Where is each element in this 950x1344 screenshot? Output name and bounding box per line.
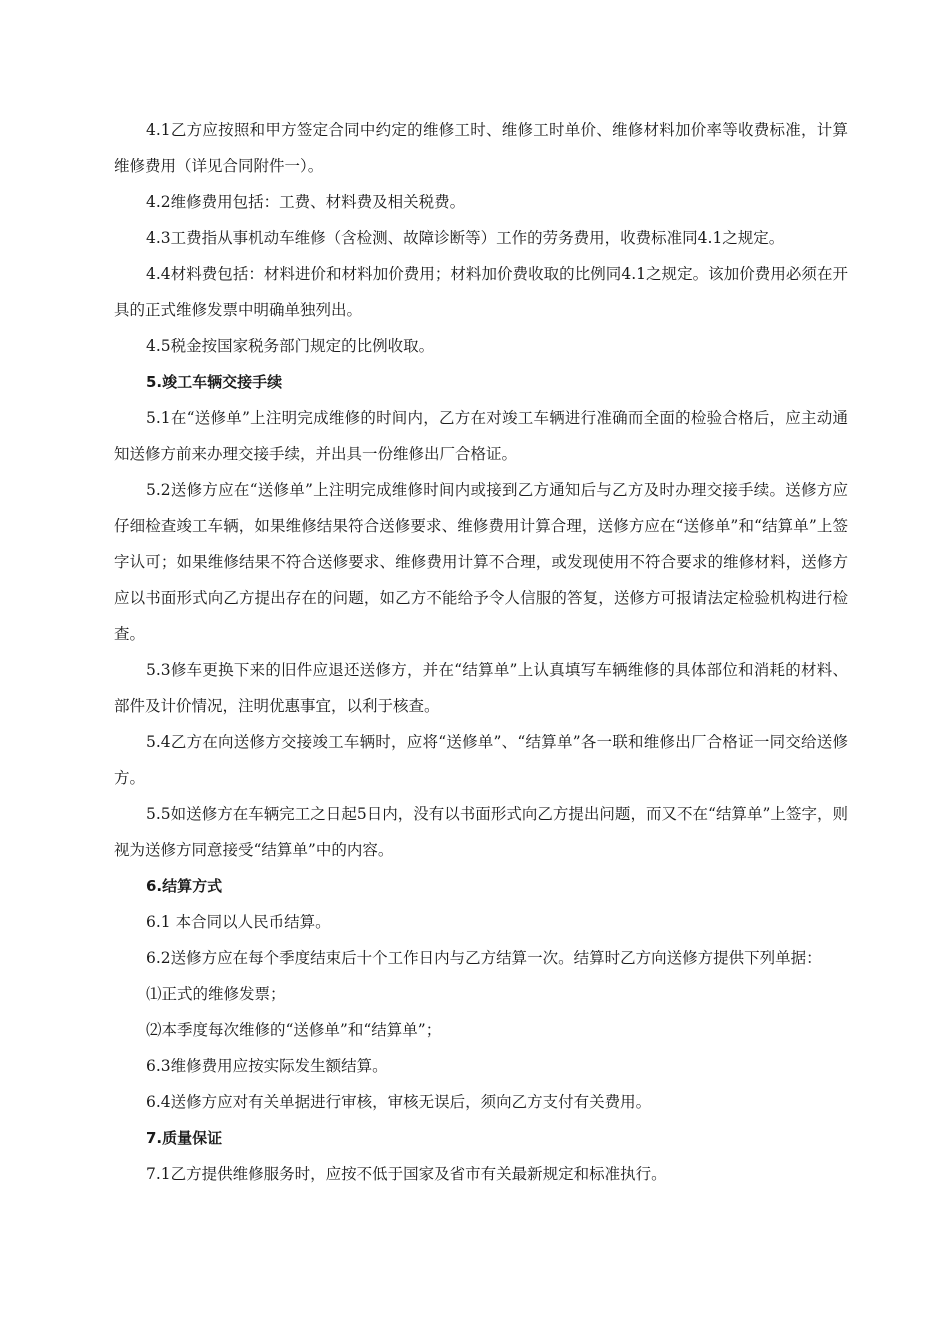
clause-5-3: 5.3修车更换下来的旧件应退还送修方，并在“结算单”上认真填写车辆维修的具体部位和消耗的材料、部件及计价情况，注明优惠事宜，以利于核查。 [114,661,848,715]
section-heading-7: 7.质量保证 [146,1129,223,1147]
clause-7-1: 7.1乙方提供维修服务时，应按不低于国家及省市有关最新规定和标准执行。 [146,1165,667,1183]
section-heading-5: 5.竣工车辆交接手续 [146,373,283,391]
clause-6-1: 6.1 本合同以人民币结算。 [146,913,331,931]
clause-5-2: 5.2送修方应在“送修单”上注明完成维修时间内或接到乙方通知后与乙方及时办理交接手续。送修方应仔细检查竣工车辆，如果维修结果符合送修要求、维修费用计算合理，送修方应在“送修单”和“结算单”上签字认可；如果维修结果不符合送修要求、维修费用计算不合理，或发现使用不符合要求的维修材料，送修方应以书面形式向乙方提出存在的问题，如乙方不能给予令人信服的答复，送修方可报请法定检验机构进行检查。 [114,481,848,643]
clause-4-3: 4.3工费指从事机动车维修（含检测、故障诊断等）工作的劳务费用，收费标准同4.1之规定。 [146,229,785,247]
clause-5-1: 5.1在“送修单”上注明完成维修的时间内，乙方在对竣工车辆进行准确而全面的检验合格后，应主动通知送修方前来办理交接手续，并出具一份维修出厂合格证。 [114,409,848,463]
clause-6-4: 6.4送修方应对有关单据进行审核，审核无误后，须向乙方支付有关费用。 [146,1093,652,1111]
clause-6-3: 6.3维修费用应按实际发生额结算。 [146,1057,388,1075]
clause-4-5: 4.5税金按国家税务部门规定的比例收取。 [146,337,435,355]
list-item-1: ⑴正式的维修发票； [146,985,286,1003]
clause-4-1: 4.1乙方应按照和甲方签定合同中约定的维修工时、维修工时单价、维修材料加价率等收费标准，计算维修费用（详见合同附件一）。 [114,121,848,175]
section-heading-6: 6.结算方式 [146,877,223,895]
clause-5-4: 5.4乙方在向送修方交接竣工车辆时，应将“送修单”、“结算单”各一联和维修出厂合格证一同交给送修方。 [114,733,848,787]
list-item-2: ⑵本季度每次维修的“送修单”和“结算单”； [146,1021,442,1039]
clause-4-4: 4.4材料费包括：材料进价和材料加价费用；材料加价费收取的比例同4.1之规定。该加价费用必须在开具的正式维修发票中明确单独列出。 [114,265,848,319]
clause-4-2: 4.2维修费用包括：工费、材料费及相关税费。 [146,193,466,211]
document-body [114,112,848,1192]
clause-5-5: 5.5如送修方在车辆完工之日起5日内，没有以书面形式向乙方提出问题，而又不在“结算单”上签字，则视为送修方同意接受“结算单”中的内容。 [114,805,848,859]
clause-6-2: 6.2送修方应在每个季度结束后十个工作日内与乙方结算一次。结算时乙方向送修方提供下列单据： [146,949,822,967]
